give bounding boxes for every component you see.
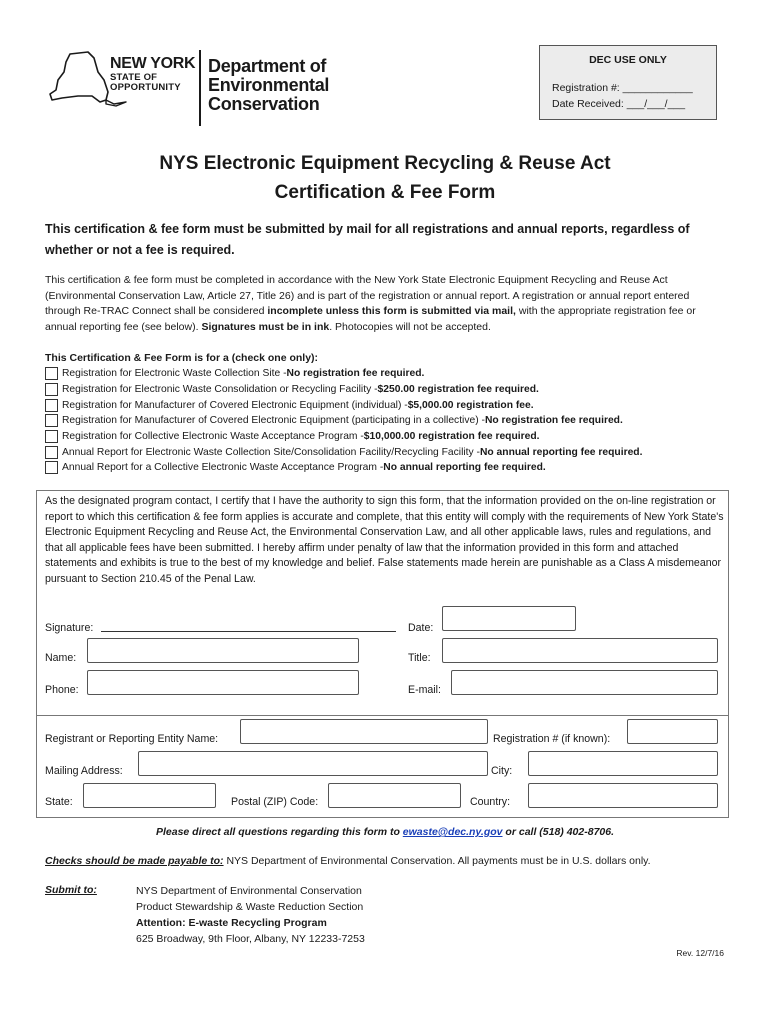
phone-field[interactable] (87, 670, 359, 695)
checklist-item-label: Registration for Manufacturer of Covered Electronic Equipment (participating in a collective) - (62, 415, 485, 427)
checklist-item-label: Registration for Electronic Waste Consolidation or Recycling Facility - (62, 384, 378, 396)
dec-date-received-line: Date Received: ___/___/___ (552, 98, 686, 110)
checklist-item-label: Annual Report for a Collective Electronic Waste Acceptance Program - (62, 462, 384, 474)
certification-box (36, 490, 729, 818)
checkbox[interactable] (45, 446, 58, 459)
checklist-item (45, 429, 735, 445)
signature-label: Signature: (45, 622, 94, 634)
mailing-address-label: Mailing Address: (45, 765, 123, 777)
address-line-1: NYS Department of Environmental Conservation (136, 885, 362, 897)
checklist-item-fee: No registration fee required. (484, 415, 623, 427)
payment-label: Checks should be made payable to: (45, 855, 224, 867)
checklist-item-label: Annual Report for Electronic Waste Collection Site/Consolidation Facility/Recycling Facility - (62, 446, 480, 458)
checklist-item (45, 382, 735, 398)
logo-new-york-text: NEW YORK (110, 55, 196, 72)
checklist-item-fee: No annual reporting fee required. (479, 446, 643, 458)
form-title-line1: NYS Electronic Equipment Recycling & Reuse Act (159, 153, 611, 174)
state-label: State: (45, 796, 73, 808)
logo-divider (199, 50, 201, 126)
city-field[interactable] (528, 751, 718, 776)
checklist-item (45, 460, 735, 476)
submit-to-label: Submit to: (45, 884, 97, 896)
title-field[interactable] (442, 638, 718, 663)
intro-paragraph (45, 273, 725, 335)
registration-number-field[interactable] (627, 719, 718, 744)
checkbox[interactable] (45, 367, 58, 380)
email-label: E-mail: (408, 684, 441, 696)
title-label: Title: (408, 652, 431, 664)
logo-department-text: Department of Environmental Conservation (208, 56, 330, 114)
intro-text-1: This certification & fee form must be completed in accordance with the New York State Electronic Equipment Recycling and Reuse Act (Environmental Conservation Law, Article 27, Title 26) and is part of the registration or annual report. A registration or annual report entered through Re-TRAC Connect shall be considered (45, 274, 690, 317)
checklist-item-fee: $250.00 registration fee required. (377, 384, 539, 396)
checkbox[interactable] (45, 383, 58, 396)
checklist-item-label: Registration for Manufacturer of Covered Electronic Equipment (individual) - (62, 399, 408, 411)
mailing-address-field[interactable] (138, 751, 488, 776)
questions-prefix: Please direct all questions regarding this form to (155, 826, 403, 838)
intro-text-3: . Photocopies will not be accepted. (329, 320, 491, 333)
entity-name-label: Registrant or Reporting Entity Name: (45, 733, 219, 745)
address-line-4: 625 Broadway, 9th Floor, Albany, NY 12233-7253 (136, 933, 365, 945)
checklist-item-fee: No annual reporting fee required. (383, 462, 546, 474)
nys-dec-logo (48, 50, 348, 128)
zip-code-label: Postal (ZIP) Code: (231, 796, 319, 808)
payment-text: NYS Department of Environmental Conservation. All payments must be in U.S. dollars only. (223, 855, 651, 867)
revision-date: Rev. 12/7/16 (676, 948, 724, 958)
checkbox[interactable] (45, 399, 58, 412)
section-divider (37, 715, 728, 716)
date-label: Date: (408, 622, 434, 634)
checkbox[interactable] (45, 461, 58, 474)
address-line-3: Attention: E-waste Recycling Program (136, 917, 327, 929)
address-line-2: Product Stewardship & Waste Reduction Section (136, 901, 364, 913)
checklist-item-label: Registration for Electronic Waste Collection Site - (62, 368, 287, 380)
checklist-item (45, 397, 735, 413)
date-field[interactable] (442, 606, 576, 631)
questions-suffix: or call (518) 402-8706. (502, 826, 615, 838)
checklist-item-fee: $5,000.00 registration fee. (407, 399, 534, 411)
dec-registration-line: Registration #: ____________ (552, 82, 693, 94)
email-field[interactable] (451, 670, 718, 695)
form-type-checklist (45, 366, 735, 476)
mailing-address-block (136, 883, 365, 947)
dec-use-only-box (539, 45, 717, 120)
dec-use-only-title: DEC USE ONLY (589, 54, 667, 66)
checklist-item-fee: No registration fee required. (286, 368, 425, 380)
checklist-item (45, 444, 735, 460)
signature-line[interactable] (101, 631, 396, 632)
certification-statement: As the designated program contact, I certify that I have the authority to sign this form, that the information provided on the on-line registration or report to which this certification & fee form applies is accurate and complete, that this entity will comply with the requirements of New York State's Electronic Equipment Recycling and Reuse Act, the Environmental Conservation Law, and all other applicable laws, rules and regulations, and that all applicable fees have been submitted. I hereby affirm under penalty of law that the information provided in this form and attached statements and exhibits is true to the best of my knowledge and belief. False statements made herein are punishable as a Class A misdemeanor pursuant to Section 210.45 of the Penal Law. (45, 495, 724, 585)
checklist-heading: This Certification & Fee Form is for a (check one only): (45, 352, 319, 364)
country-field[interactable] (528, 783, 718, 808)
lead-instruction: This certification & fee form must be submitted by mail for all registrations and annual reports, regardless of whether or not a fee is required. (45, 222, 690, 257)
name-field[interactable] (87, 638, 359, 663)
state-field[interactable] (83, 783, 216, 808)
checklist-item (45, 366, 735, 382)
country-label: Country: (470, 796, 511, 808)
checkbox[interactable] (45, 430, 58, 443)
phone-label: Phone: (45, 684, 79, 696)
questions-email-link[interactable]: ewaste@dec.ny.gov (402, 826, 503, 838)
city-label: City: (491, 765, 513, 777)
checklist-item (45, 413, 735, 429)
intro-text-2: with the appropriate registration fee or annual reporting fee (see below). (45, 305, 696, 333)
payment-line (45, 855, 651, 867)
intro-bold-2: Signatures must be in ink (201, 320, 330, 333)
logo-state-of-opportunity-text: STATE OF OPPORTUNITY (110, 72, 181, 93)
zip-code-field[interactable] (328, 783, 461, 808)
checklist-item-fee: $10,000.00 registration fee required. (363, 431, 540, 443)
name-label: Name: (45, 652, 77, 664)
entity-name-field[interactable] (240, 719, 488, 744)
registration-number-label: Registration # (if known): (493, 733, 611, 745)
checkbox[interactable] (45, 414, 58, 427)
questions-line (0, 826, 770, 838)
intro-bold-1: incomplete unless this form is submitted via mail, (267, 305, 516, 317)
checklist-item-label: Registration for Collective Electronic Waste Acceptance Program - (62, 431, 364, 443)
form-title-line2: Certification & Fee Form (274, 182, 496, 203)
